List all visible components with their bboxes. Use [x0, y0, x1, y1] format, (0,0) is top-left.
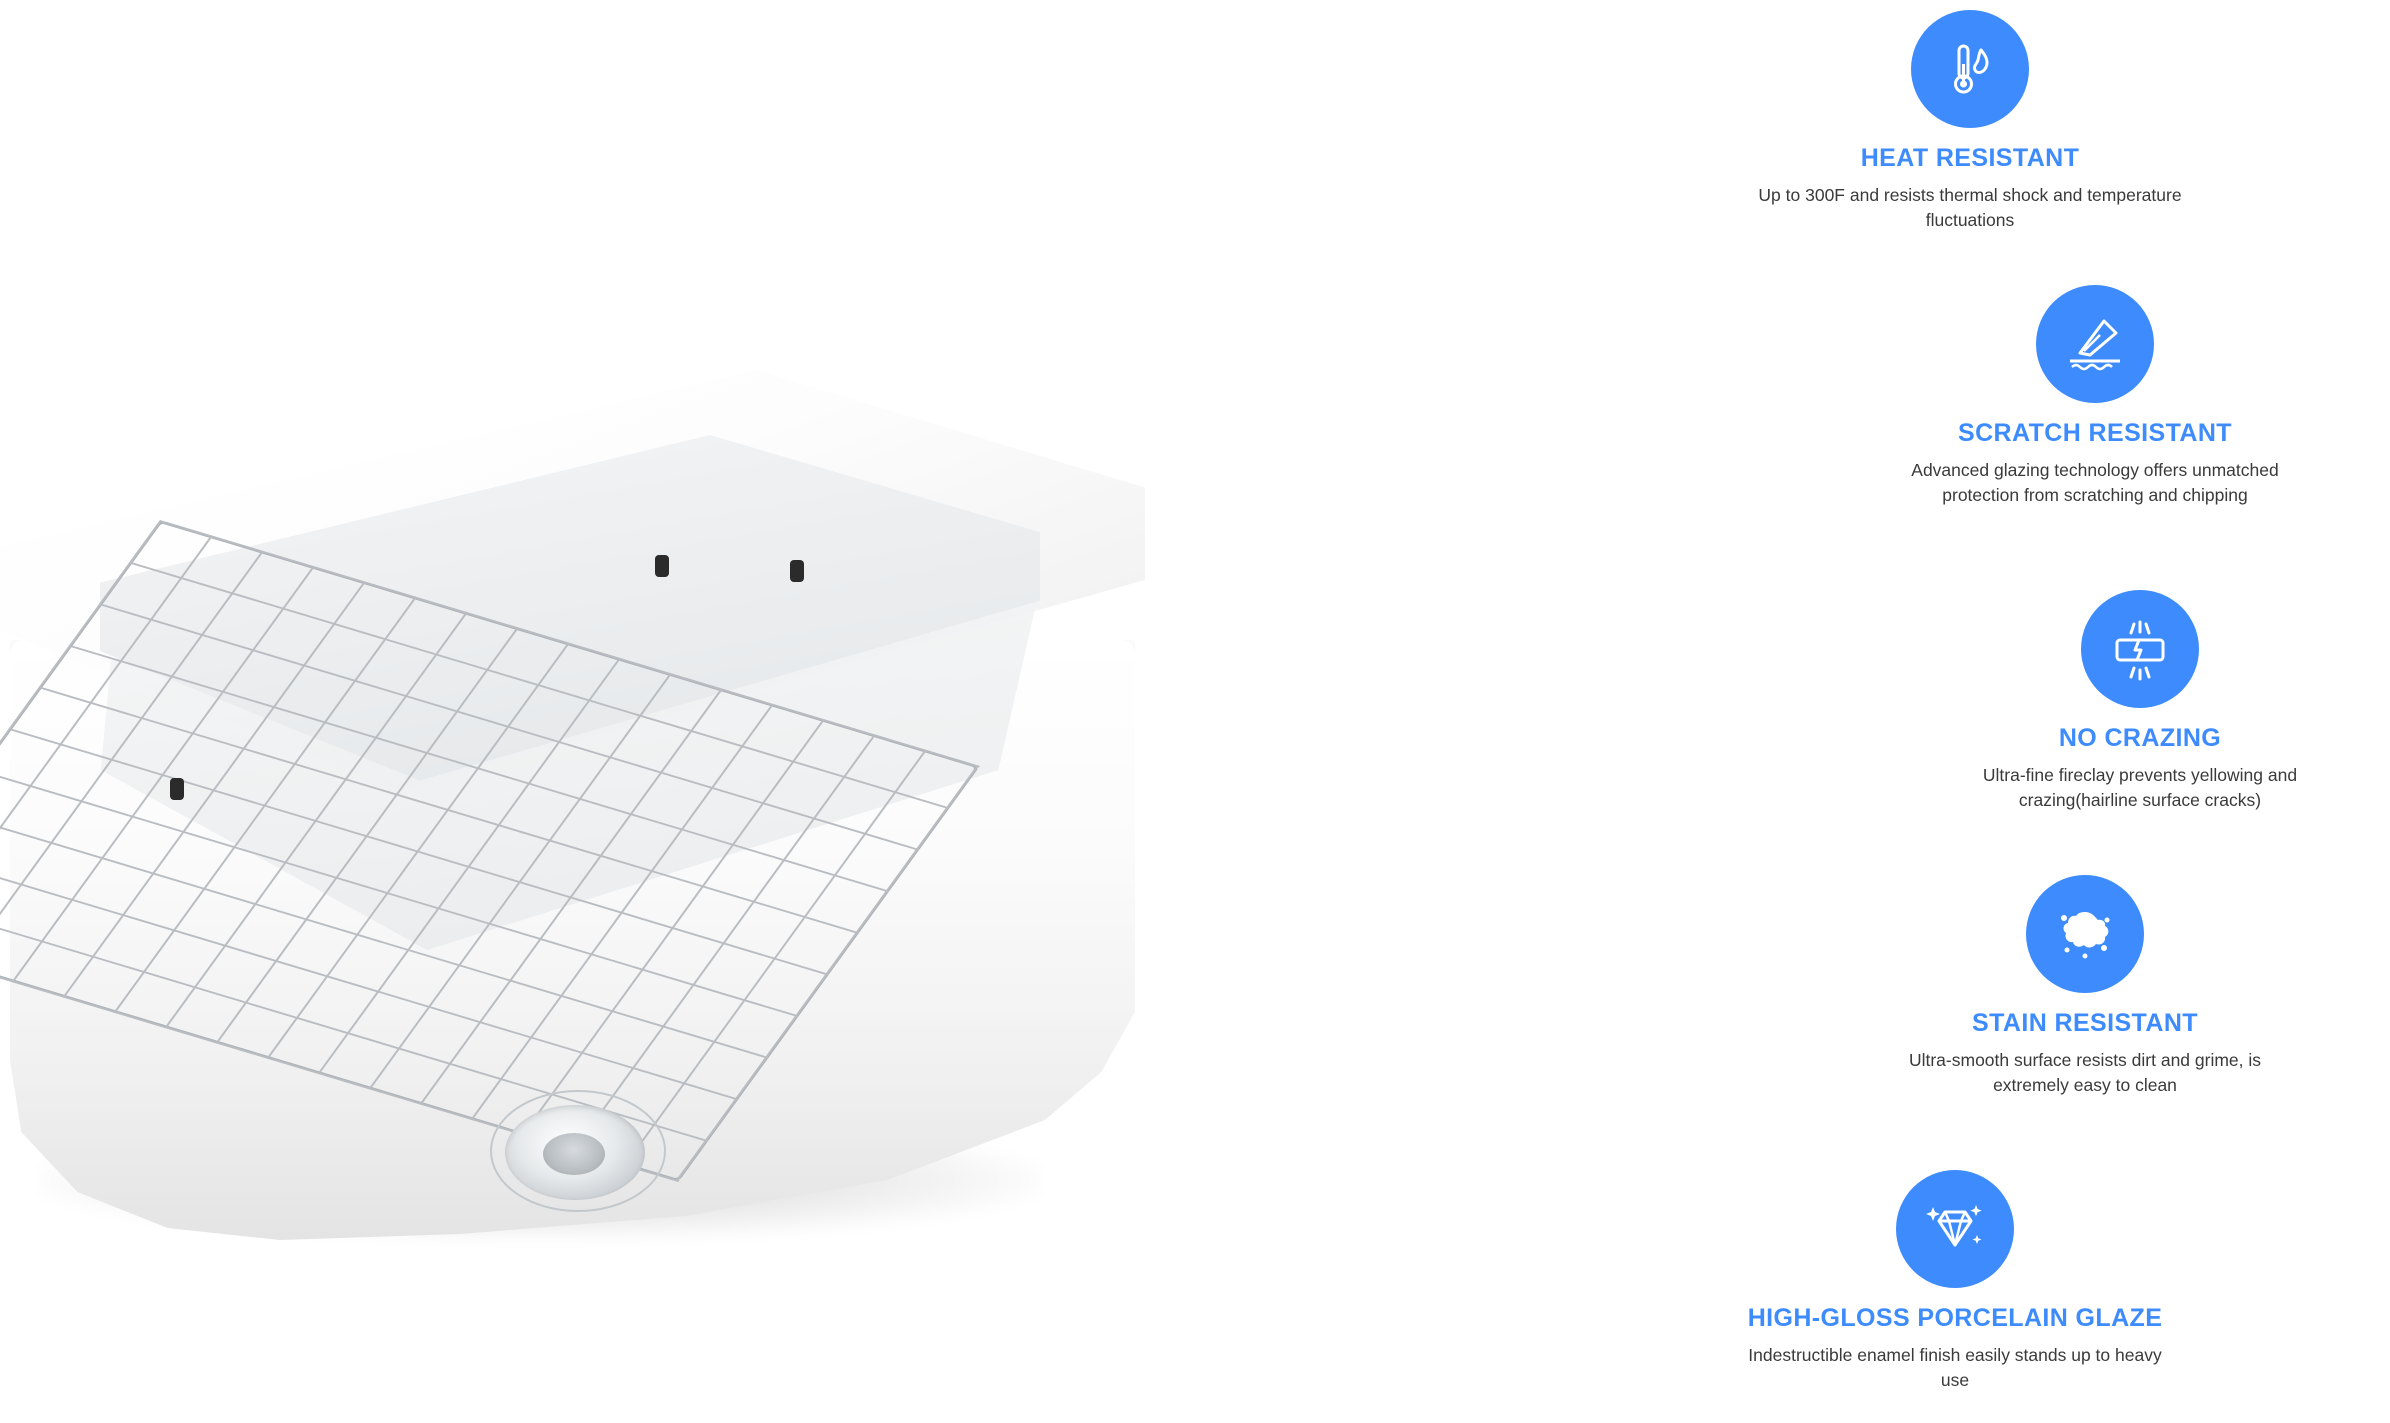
cracked-surface-icon — [2081, 590, 2199, 708]
grid-foot — [655, 555, 669, 577]
feature-list — [945, 0, 2298, 1423]
feature-title: STAIN RESISTANT — [1972, 1009, 2198, 1037]
feature-title: HEAT RESISTANT — [1860, 144, 2080, 172]
feature-title: HIGH-GLOSS PORCELAIN GLAZE — [1747, 1304, 2163, 1332]
drain-strainer — [505, 1105, 645, 1200]
feature-title: SCRATCH RESISTANT — [1958, 419, 2232, 447]
grid-foot — [170, 778, 184, 800]
feature-description: Ultra-smooth surface resists dirt and grime, is extremely easy to clean — [1908, 1049, 2262, 1096]
feature-heat-resistant — [1720, 10, 2220, 234]
thermometer-flame-icon — [1911, 10, 2029, 128]
feature-title: NO CRAZING — [2058, 724, 2222, 752]
feature-high-gloss-glaze — [1705, 1170, 2205, 1394]
feature-description: Ultra-fine fireclay prevents yellowing and crazing(hairline surface cracks) — [1982, 764, 2298, 811]
splash-stain-icon — [2026, 875, 2144, 993]
knife-surface-icon — [2036, 285, 2154, 403]
feature-description: Advanced glazing technology offers unmatched protection from scratching and chipping — [1911, 459, 2279, 506]
feature-description: Indestructible enamel finish easily stands up to heavy use — [1748, 1344, 2162, 1391]
diamond-sparkle-icon — [1896, 1170, 2014, 1288]
feature-stain-resistant — [1835, 875, 2335, 1099]
feature-description: Up to 300F and resists thermal shock and temperature fluctuations — [1758, 184, 2182, 231]
feature-no-crazing — [1890, 590, 2390, 814]
feature-scratch-resistant — [1845, 285, 2345, 509]
grid-foot — [790, 560, 804, 582]
